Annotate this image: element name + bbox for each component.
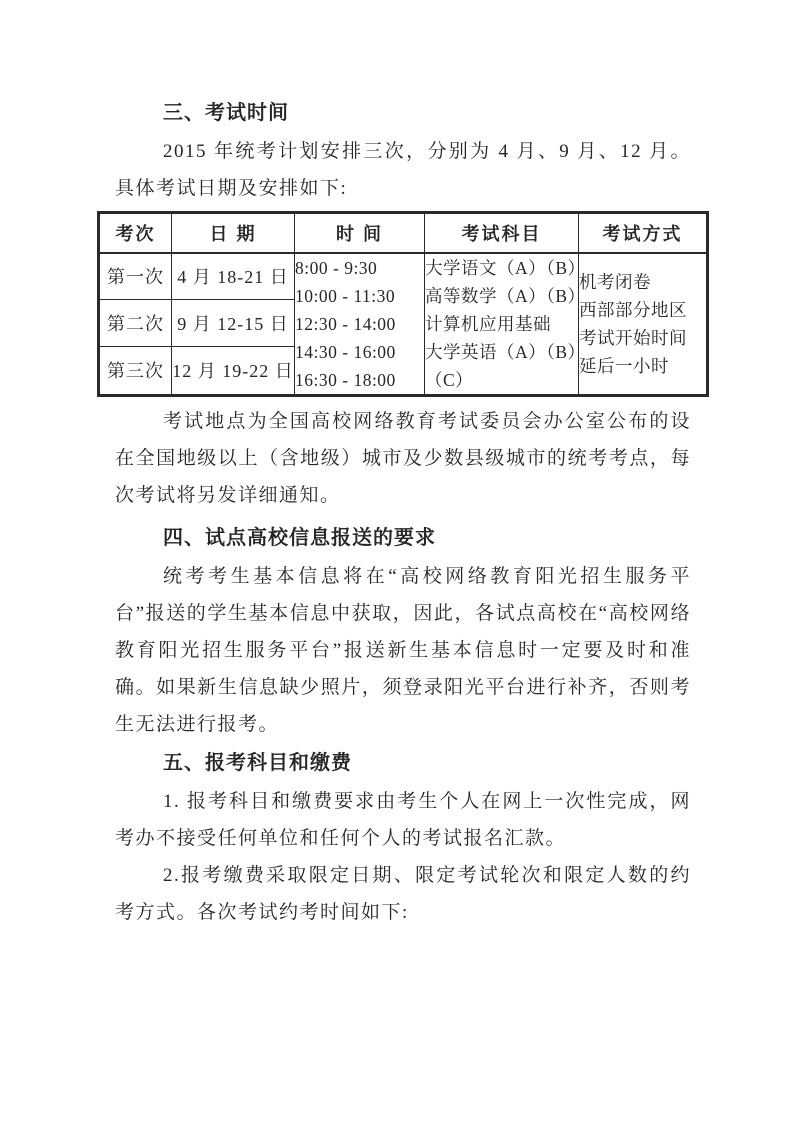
method-line: 机考闭卷 — [579, 271, 651, 292]
header-date: 日 期 — [172, 213, 295, 253]
table-header-row — [99, 213, 708, 253]
round-cell: 第三次 — [99, 346, 172, 395]
date-cell: 4 月 18-21 日 — [172, 253, 295, 300]
round-cell: 第二次 — [99, 299, 172, 346]
registration-item-2: 2.报考缴费采取限定日期、限定考试轮次和限定人数的约考方式。各次考试约考时间如下: — [115, 864, 691, 923]
date-cell: 9 月 12-15 日 — [172, 299, 295, 346]
section-registration-heading: 五、报考科目和缴费 — [163, 751, 352, 774]
exam-location-paragraph: 考试地点为全国高校网络教育考试委员会办公室公布的设在全国地级以上（含地级）城市及少数县级城市的统考考点，每次考试将另发详细通知。 — [115, 410, 691, 506]
header-method: 考试方式 — [579, 213, 708, 253]
method-line: 西部部分地区 — [579, 299, 687, 320]
round-cell: 第一次 — [99, 253, 172, 300]
time-slot: 16:30 - 18:00 — [295, 369, 396, 390]
time-slot: 14:30 - 16:00 — [295, 341, 396, 362]
info-report-paragraph: 统考考生基本信息将在“高校网络教育阳光招生服务平台”报送的学生基本信息中获取，因此，各试点高校在“高校网络教育阳光招生服务平台”报送新生基本信息时一定要及时和准确。如果新生信息缺少照片，须登录阳光平台进行补齐，否则考生无法进行报考。 — [115, 565, 691, 735]
subject: 计算机应用基础 — [425, 313, 551, 334]
table-row — [99, 253, 708, 300]
time-slots-cell — [295, 253, 425, 396]
method-line: 考试开始时间 — [579, 327, 687, 348]
section-info-report-heading: 四、试点高校信息报送的要求 — [163, 526, 436, 549]
time-slot: 12:30 - 14:00 — [295, 313, 396, 334]
time-slot: 8:00 - 9:30 — [295, 257, 378, 278]
exam-schedule-table — [97, 211, 709, 397]
method-line: 延后一小时 — [579, 355, 669, 376]
subjects-cell — [425, 253, 586, 396]
section-exam-time-heading: 三、考试时间 — [163, 102, 289, 124]
subject: 大学英语（A）（B） — [425, 341, 586, 362]
date-cell: 12 月 19-22 日 — [172, 346, 295, 395]
exam-time-intro-paragraph: 2015 年统考计划安排三次，分别为 4 月、9 月、12 月。具体考试日期及安排如下: — [115, 141, 691, 199]
header-subjects: 考试科目 — [425, 213, 579, 253]
subject: 大学语文（A）（B） — [425, 257, 586, 278]
subject: （C） — [425, 369, 474, 390]
subject: 高等数学（A）（B） — [425, 285, 586, 306]
header-exam-round: 考次 — [99, 213, 172, 253]
method-cell — [579, 253, 708, 396]
registration-item-1: 1. 报考科目和缴费要求由考生个人在网上一次性完成，网考办不接受任何单位和任何个人的考试报名汇款。 — [115, 790, 691, 849]
time-slot: 10:00 - 11:30 — [295, 285, 396, 306]
header-time: 时 间 — [295, 213, 425, 253]
document-content — [107, 99, 691, 931]
